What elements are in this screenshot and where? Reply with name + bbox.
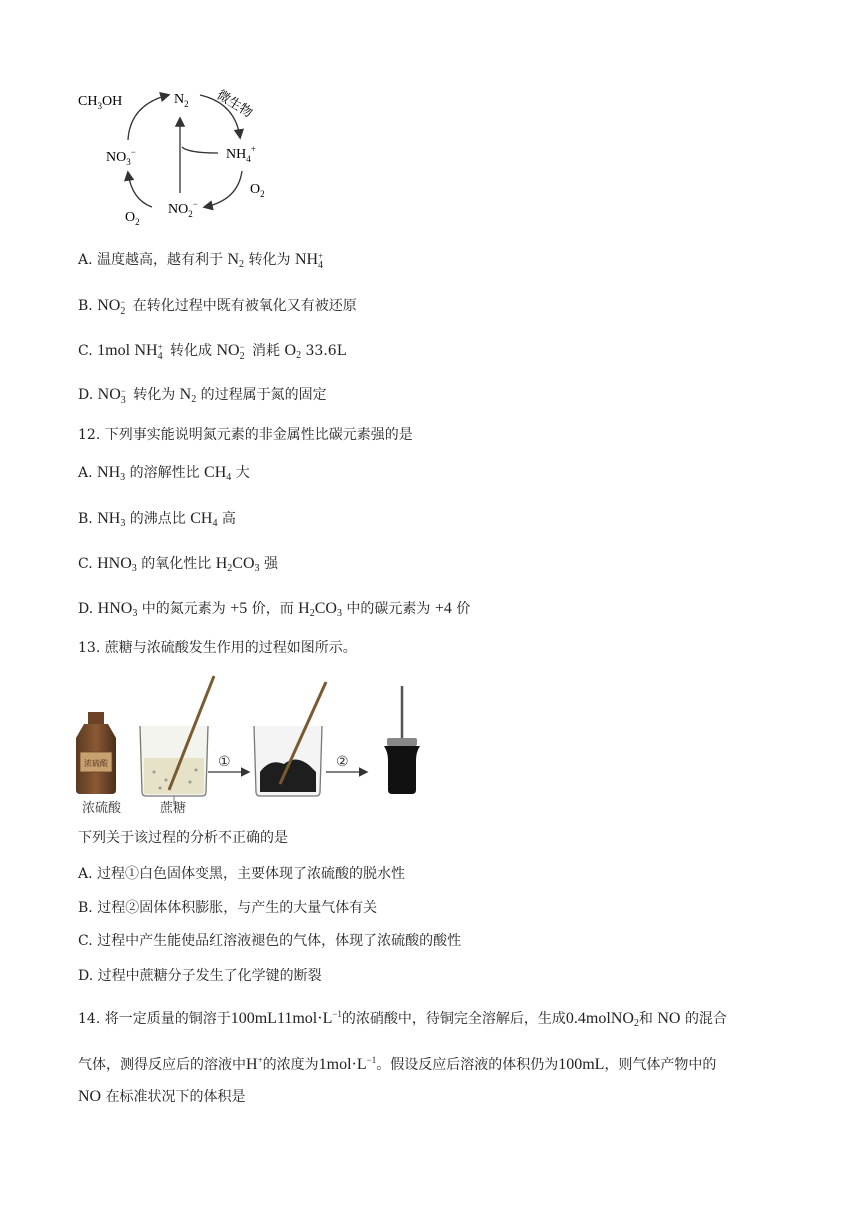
q11-option-b: B. NO − 2 在转化过程中既有被氧化又有被还原 xyxy=(78,297,357,317)
acid-bottle-label: 浓硫酸 xyxy=(84,759,108,768)
q12-stem: 12. 下列事实能说明氮元素的非金属性比碳元素强的是 xyxy=(78,427,413,443)
caption-sugar: 蔗糖 xyxy=(160,800,187,815)
q13-option-a: A. 过程①白色固体变黑，主要体现了浓硫酸的脱水性 xyxy=(78,866,406,882)
expanded-carbon xyxy=(384,686,420,794)
arrow-nh4-to-no2 xyxy=(205,171,242,207)
q13-option-b: B. 过程②固体体积膨胀，与产生的大量气体有关 xyxy=(78,900,378,916)
nitrogen-cycle-diagram xyxy=(70,85,350,225)
q13-lead: 下列关于该过程的分析不正确的是 xyxy=(78,830,288,846)
q11-option-c: C. 1mol NH + 4 转化成 NO − 2 消耗 $O_2$ 33.6L xyxy=(78,342,346,362)
microbe-label: 微生物 xyxy=(214,86,256,121)
no2-label: $NO_2^-$ xyxy=(168,199,198,219)
q13-stem: 13. 蔗糖与浓硫酸发生作用的过程如图所示。 xyxy=(78,640,357,656)
q12-option-d: D. $HNO_3$ 中的氮元素为 +5 价，而 $H_2CO_3$ 中的碳元素为 +4 价 xyxy=(78,600,471,619)
ch3oh-label: $CH_3OH$ xyxy=(78,94,123,111)
no3-label: $NO_3^-$ xyxy=(106,147,136,167)
beaker-sugar xyxy=(140,676,214,796)
q14-line3: NO 在标准状况下的体积是 xyxy=(78,1088,246,1105)
arrow-no2-to-no3 xyxy=(128,173,152,207)
q12-option-c: C. $HNO_3$ 的氧化性比 $H_2CO_3$ 强 xyxy=(78,555,278,574)
q13-option-c: C. 过程中产生能使品红溶液褪色的气体，体现了浓硫酸的酸性 xyxy=(78,933,462,949)
arrow-no3-to-n2 xyxy=(128,95,168,140)
o2-left-label: $O_2$ xyxy=(125,210,140,225)
n2-label: $N_2$ xyxy=(174,92,189,109)
sugar-acid-experiment-figure xyxy=(74,672,434,822)
q12-option-a: A. $NH_3$ 的溶解性比 $CH_4$ 大 xyxy=(78,464,250,483)
q14-line2: 气体，测得反应后的溶液中H+的浓度为$1mol\cdot L^{-1}$。假设反应后溶液的体积仍为100mL，则气体产物中的 xyxy=(78,1055,717,1073)
beaker-carbon xyxy=(254,682,326,796)
nh4-label: $NH_4^+$ xyxy=(226,144,256,164)
arrow-nh4-join xyxy=(182,147,218,153)
step2-label: ② xyxy=(336,755,349,770)
q14-line1: 14. 将一定质量的铜溶于$100mL11mol\cdot L^{-1}$的浓硝酸中，待铜完全溶解后，生成0.4molNO$_2$和 NO 的混合 xyxy=(78,1009,727,1029)
acid-bottle xyxy=(76,712,116,794)
q13-option-d: D. 过程中蔗糖分子发生了化学键的断裂 xyxy=(78,968,322,984)
caption-acid: 浓硫酸 xyxy=(82,800,122,815)
q12-option-b: B. $NH_3$ 的沸点比 $CH_4$ 高 xyxy=(78,510,236,529)
q11-option-d: D. NO − 3 转化为 $N_2$ 的过程属于氮的固定 xyxy=(78,386,327,406)
q11-option-a: A. 温度越高，越有利于 $N_2$ 转化为 NH + 4 xyxy=(78,251,324,271)
o2-right-label: $O_2$ xyxy=(250,182,265,199)
step1-label: ① xyxy=(218,755,231,770)
